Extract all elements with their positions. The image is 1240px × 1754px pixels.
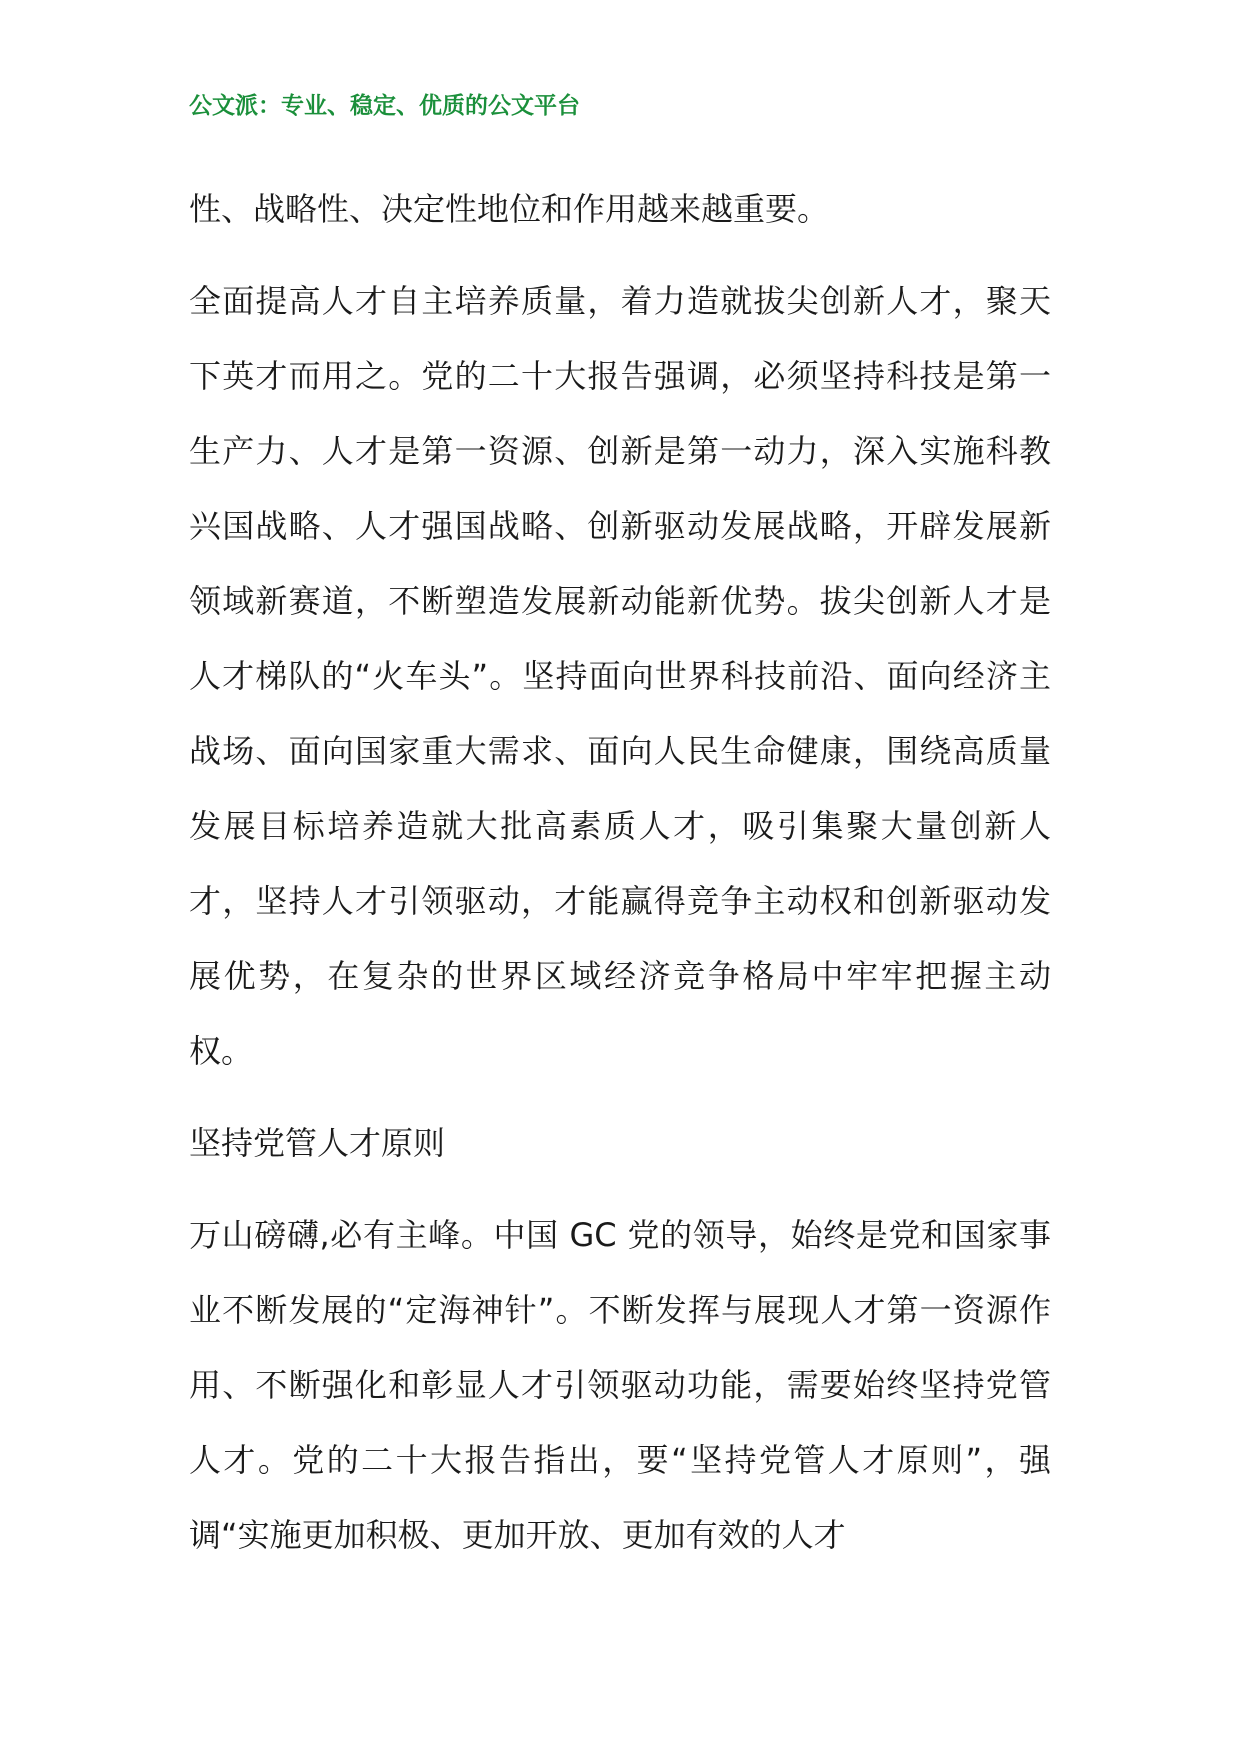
paragraph-talent-cultivation: 全面提高人才自主培养质量，着力造就拔尖创新人才，聚天下英才而用之。党的二十大报告强调，必须坚持科技是第一生产力、人才是第一资源、创新是第一动力，深入实施科教兴国战略、人才强国战略、创新驱动发展战略，开辟发展新领域新赛道，不断塑造发展新动能新优势。拔尖创新人才是人才梯队的“火车头”。坚持面向世界科技前沿、面向经济主战场、面向国家重大需求、面向人民生命健康，围绕高质量发展目标培养造就大批高素质人才，吸引集聚大量创新人才，坚持人才引领驱动，才能赢得竞争主动权和创新驱动发展优势，在复杂的世界区域经济竞争格局中牢牢把握主动权。 xyxy=(189,282,1051,1070)
page-header: 公文派：专业、稳定、优质的公文平台 xyxy=(189,93,580,119)
paragraph-party-leadership: 万山磅礴,必有主峰。中国 GC 党的领导，始终是党和国家事业不断发展的“定海神针”。不断发挥与展现人才第一资源作用、不断强化和彰显人才引领驱动功能，需要始终坚持党管人才。党的二十大报告指出，要“坚持党管人才原则”，强调“实施更加积极、更加开放、更加有效的人才 xyxy=(189,1216,1051,1554)
document-body xyxy=(189,172,1051,1573)
paragraph-continuation: 性、战略性、决定性地位和作用越来越重要。 xyxy=(189,190,830,228)
section-heading: 坚持党管人才原则 xyxy=(189,1124,446,1162)
